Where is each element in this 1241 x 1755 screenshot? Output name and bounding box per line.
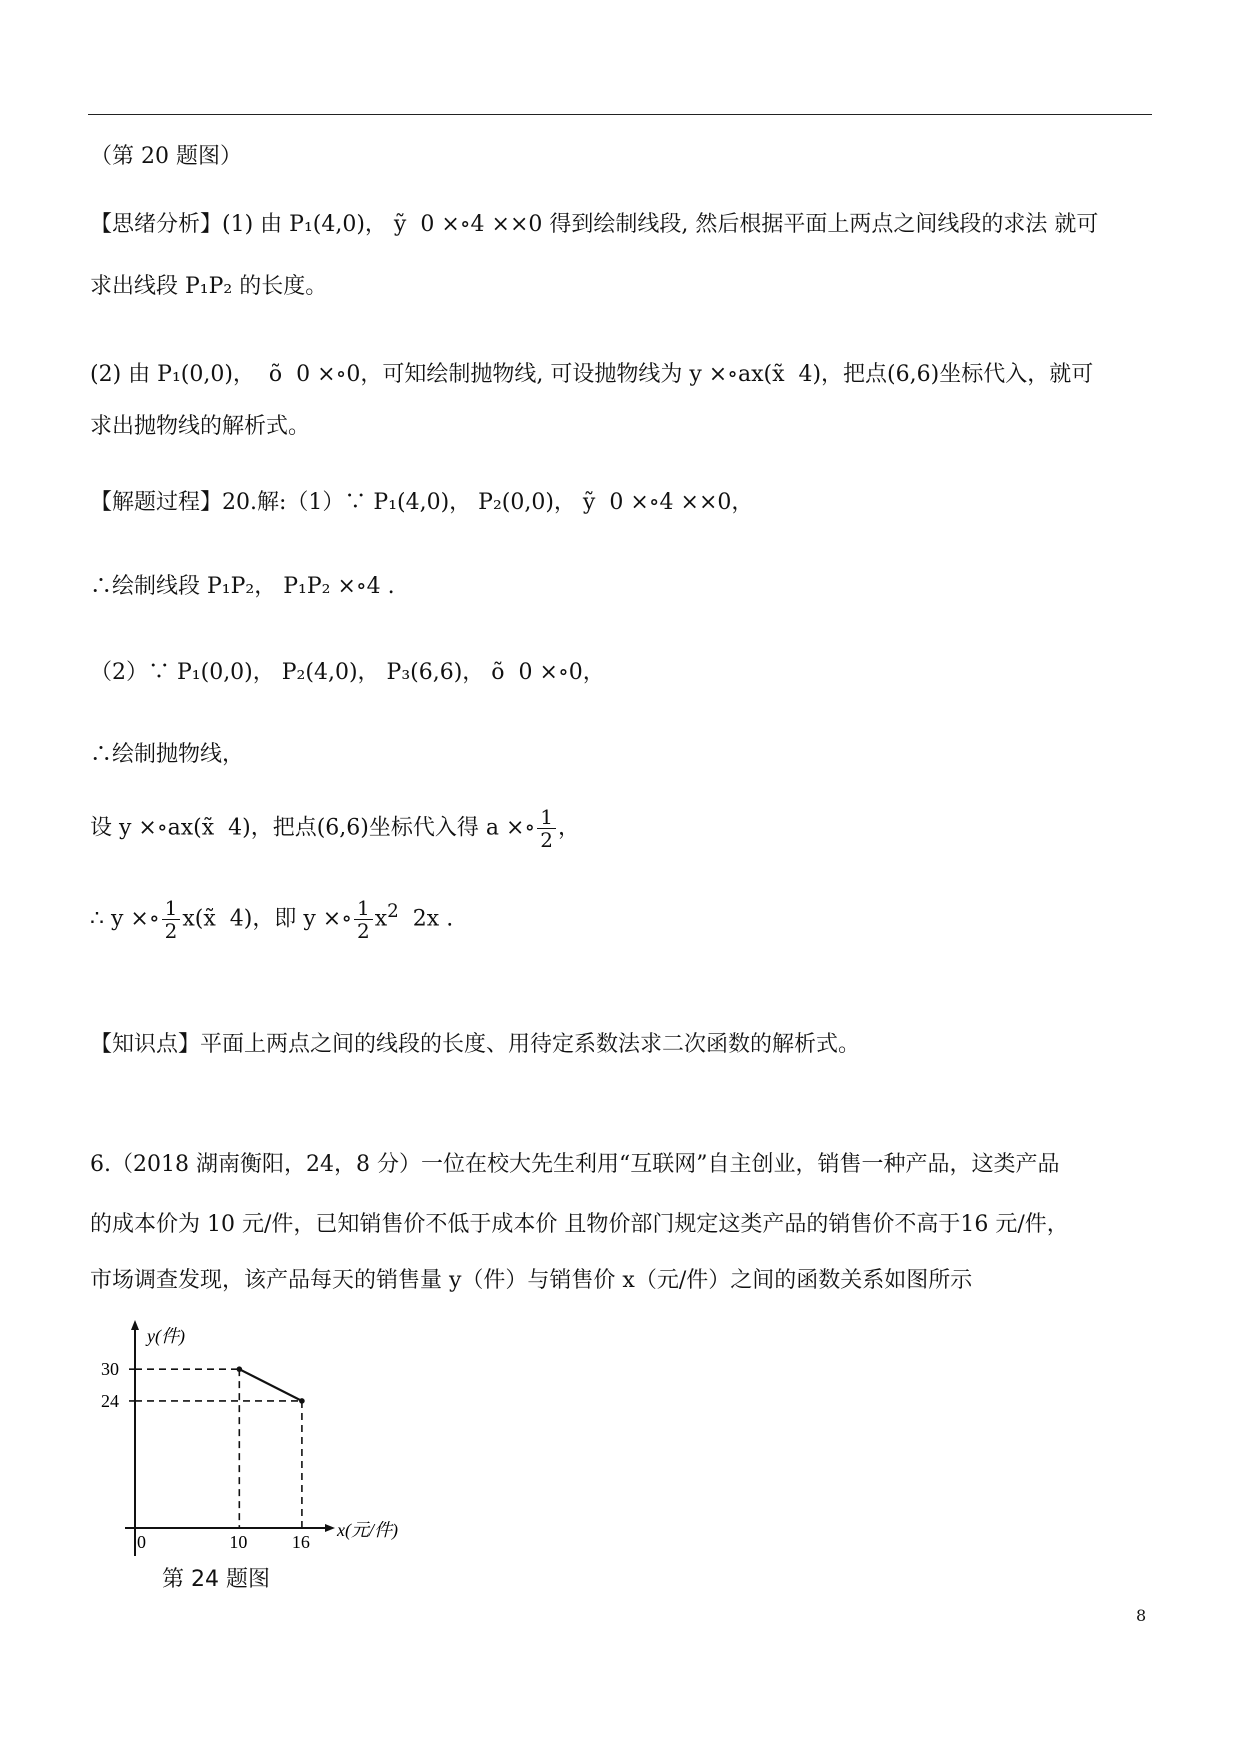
y-tick-label-0: 30: [101, 1359, 119, 1380]
knowledge-points: 【知识点】平面上两点之间的线段的长度、用待定系数法求二次函数的解析式。: [90, 1032, 861, 1057]
solution-line-5: [90, 806, 580, 851]
origin-label: 0: [137, 1532, 146, 1552]
solution-line-1: 【解题过程】20.解:（1）∵ P₁(4,0)， P₂(0,0)， ỹ 0 ×∘4 ××0，: [90, 490, 754, 515]
exponent: 2: [387, 901, 399, 922]
solution-line-6-d: 2x .: [398, 906, 454, 932]
fraction-denominator: 2: [164, 918, 178, 943]
solution-line-4: ∴绘制抛物线，: [90, 742, 245, 767]
problem-line-1: 6.（2018 湖南衡阳，24，8 分）一位在校大先生利用“互联网”自主创业，销售一种产品，这类产品: [90, 1152, 1060, 1177]
fraction-numerator: 1: [162, 897, 181, 920]
chart-marks: [101, 1359, 310, 1552]
problem-line-2: 的成本价为 10 元/件，已知销售价不低于成本价 且物价部门规定这类产品的销售价不高于16 元/件，: [90, 1212, 1069, 1237]
x-axis-label: x(元/件): [337, 1520, 398, 1540]
x-axis-arrow: [325, 1524, 335, 1532]
fraction-one-half-a: [162, 897, 181, 942]
data-point-1: [299, 1398, 305, 1404]
solution-line-5-post: ，: [557, 815, 580, 841]
fraction-numerator: 1: [537, 806, 556, 829]
solution-line-6: [90, 890, 453, 942]
y-tick-label-1: 24: [101, 1390, 119, 1411]
solution-line-3: （2）∵ P₁(0,0)， P₂(4,0)， P₃(6,6)， õ 0 ×∘0，: [90, 660, 605, 685]
analysis-line-3: (2) 由 P₁(0,0)， õ 0 ×∘0，可知绘制抛物线, 可设抛物线为 y ×∘ax(x̃ 4)，把点(6,6)坐标代入，就可: [90, 362, 1094, 387]
solution-line-6-a: ∴ y ×∘: [90, 906, 160, 932]
solution-line-6-b: x(x̃ 4)，即 y ×∘: [182, 906, 352, 932]
fraction-one-half-b: [354, 897, 373, 942]
fraction-denominator: 2: [540, 828, 553, 852]
header-rule: [88, 114, 1152, 115]
page-number: 8: [1136, 1606, 1147, 1625]
y-axis-arrow: [131, 1320, 139, 1330]
fraction-numerator: 1: [354, 897, 373, 920]
analysis-line-1: 【思绪分析】(1) 由 P₁(4,0)， ỹ 0 ×∘4 ××0 得到绘制线段, 然后根据平面上两点之间线段的求法 就可: [90, 212, 1099, 237]
fraction-one-half: [537, 806, 556, 851]
problem-line-3: 市场调查发现，该产品每天的销售量 y（件）与销售价 x（元/件）之间的函数关系如图所示: [90, 1268, 973, 1293]
figure-caption-20: （第 20 题图）: [90, 144, 242, 169]
x-tick-label-0: 10: [229, 1532, 248, 1552]
analysis-line-4: 求出抛物线的解析式。: [90, 414, 311, 439]
fraction-denominator: 2: [356, 918, 370, 943]
data-point-0: [237, 1366, 243, 1372]
sales-price-chart: [101, 1318, 455, 1558]
figure-caption-24: 第 24 题图: [162, 1567, 270, 1592]
x-tick-label-1: 16: [291, 1532, 310, 1552]
solution-line-6-c: x: [374, 906, 388, 932]
analysis-line-2: 求出线段 P₁P₂ 的长度。: [90, 274, 328, 299]
series-line: [239, 1369, 302, 1401]
y-axis-label: y(件): [147, 1326, 185, 1346]
solution-line-2: ∴绘制线段 P₁P₂， P₁P₂ ×∘4 .: [90, 574, 395, 599]
solution-line-5-pre: 设 y ×∘ax(x̃ 4)，把点(6,6)坐标代入得 a ×∘: [90, 815, 536, 841]
